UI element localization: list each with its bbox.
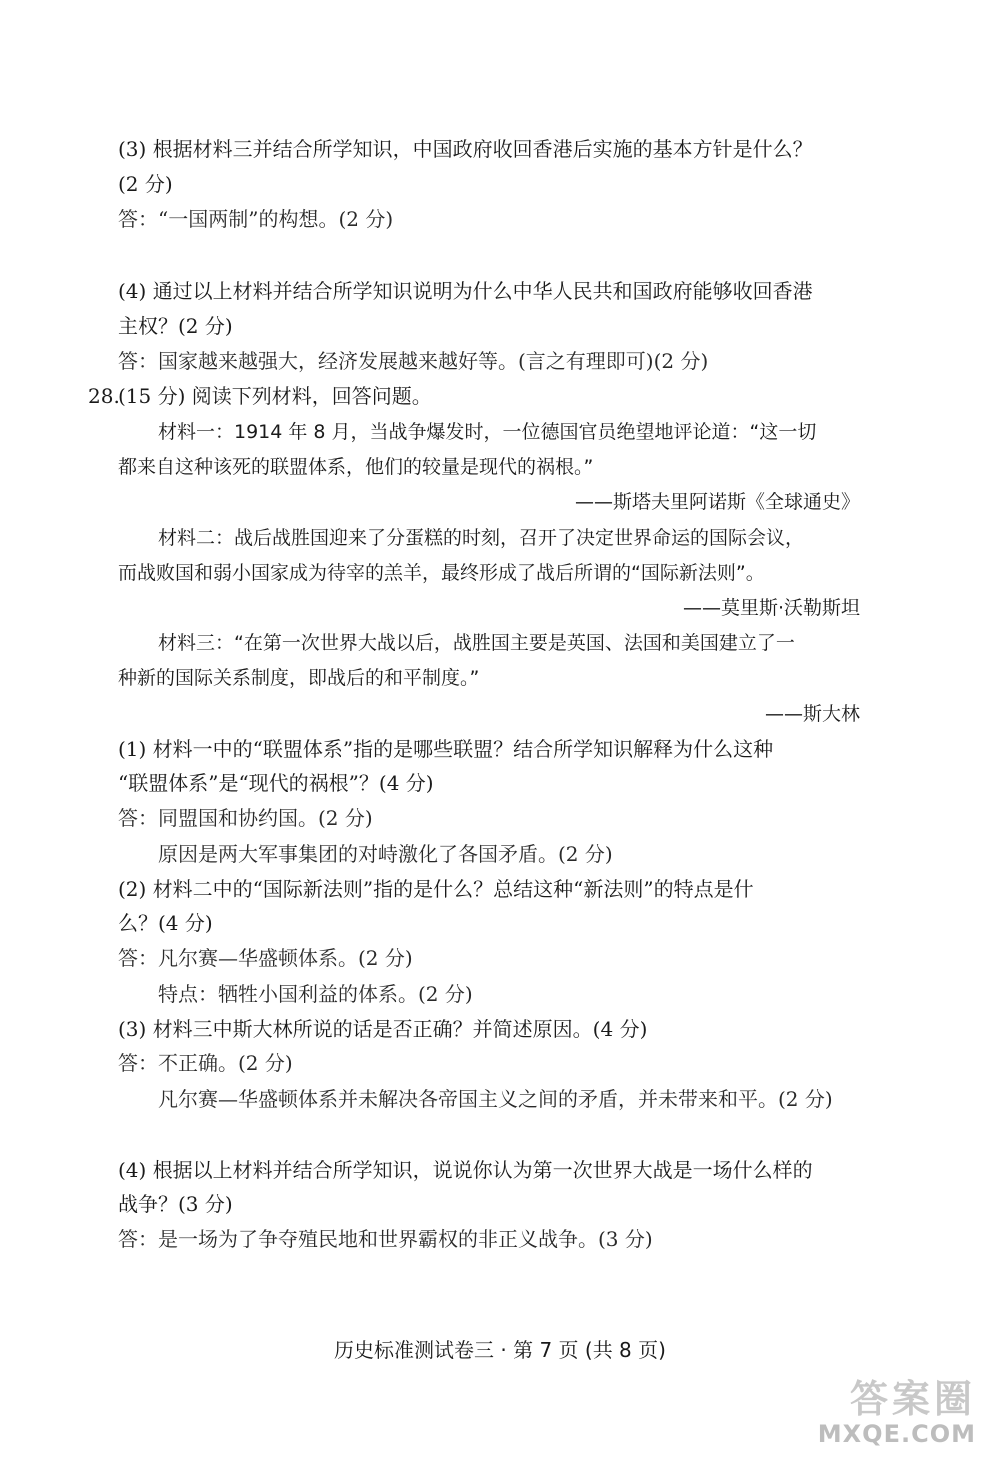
material3-source: ——斯大林 [764,703,860,725]
q28-sub2-line2: 么？(4 分) [118,911,213,935]
q28-sub2-line1: (2) 材料二中的“国际新法则”指的是什么？总结这种“新法则”的特点是什 [118,877,754,901]
material3-line1: 材料三：“在第一次世界大战以后，战胜国主要是英国、法国和美国建立了一 [158,632,795,654]
watermark-logo: 答案圈 [849,1377,976,1421]
q28-intro: (15 分) 阅读下列材料，回答问题。 [118,384,432,408]
q27-sub4-line2: 主权？(2 分) [118,314,233,338]
material1-line1: 材料一：1914 年 8 月，当战争爆发时，一位德国官员绝望地评论道：“这一切 [158,421,817,443]
material1-line2: 都来自这种该死的联盟体系，他们的较量是现代的祸根。” [118,456,594,478]
q28-number: 28. [88,384,120,408]
q27-sub4-answer: 答：国家越来越强大，经济发展越来越好等。(言之有理即可)(2 分) [118,349,709,373]
q28-sub3-line1: (3) 材料三中斯大林所说的话是否正确？并简述原因。(4 分) [118,1017,648,1041]
q28-sub3-answer1: 答：不正确。(2 分) [118,1051,293,1075]
q27-sub3-line2: (2 分) [118,172,173,196]
q28-sub1-answer1: 答：同盟国和协约国。(2 分) [118,806,373,830]
q27-sub3-line1: (3) 根据材料三并结合所学知识，中国政府收回香港后实施的基本方针是什么？ [118,137,813,161]
material2-source: ——莫里斯·沃勒斯坦 [682,597,860,619]
material2-line1: 材料二：战后战胜国迎来了分蛋糕的时刻，召开了决定世界命运的国际会议， [158,527,805,549]
q28-sub2-answer2: 特点：牺牲小国利益的体系。(2 分) [158,982,473,1006]
material2-line2: 而战败国和弱小国家成为待宰的羔羊，最终形成了战后所谓的“国际新法则”。 [118,562,765,584]
q28-sub2-answer1: 答：凡尔赛—华盛顿体系。(2 分) [118,946,413,970]
q28-sub1-line1: (1) 材料一中的“联盟体系”指的是哪些联盟？结合所学知识解释为什么这种 [118,737,774,761]
q27-sub3-answer: 答：“一国两制”的构想。(2 分) [118,207,394,231]
material1-source: ——斯塔夫里阿诺斯《全球通史》 [574,491,860,513]
q28-sub4-line1: (4) 根据以上材料并结合所学知识，说说你认为第一次世界大战是一场什么样的 [118,1158,813,1182]
watermark-url: MXQE.COM [817,1420,976,1448]
q28-sub3-answer2: 凡尔赛—华盛顿体系并未解决各帝国主义之间的矛盾，并未带来和平。(2 分) [158,1087,833,1111]
q27-sub4-line1: (4) 通过以上材料并结合所学知识说明为什么中华人民共和国政府能够收回香港 [118,279,813,303]
q28-sub1-answer2: 原因是两大军事集团的对峙激化了各国矛盾。(2 分) [158,842,613,866]
material3-line2: 种新的国际关系制度，即战后的和平制度。” [118,667,480,689]
q28-sub1-line2: “联盟体系”是“现代的祸根”？(4 分) [118,771,434,795]
watermark [786,1368,976,1448]
q28-sub4-line2: 战争？(3 分) [118,1192,233,1216]
q28-sub4-answer: 答：是一场为了争夺殖民地和世界霸权的非正义战争。(3 分) [118,1227,653,1251]
page-footer: 历史标准测试卷三 · 第 7 页 (共 8 页) [334,1338,666,1362]
